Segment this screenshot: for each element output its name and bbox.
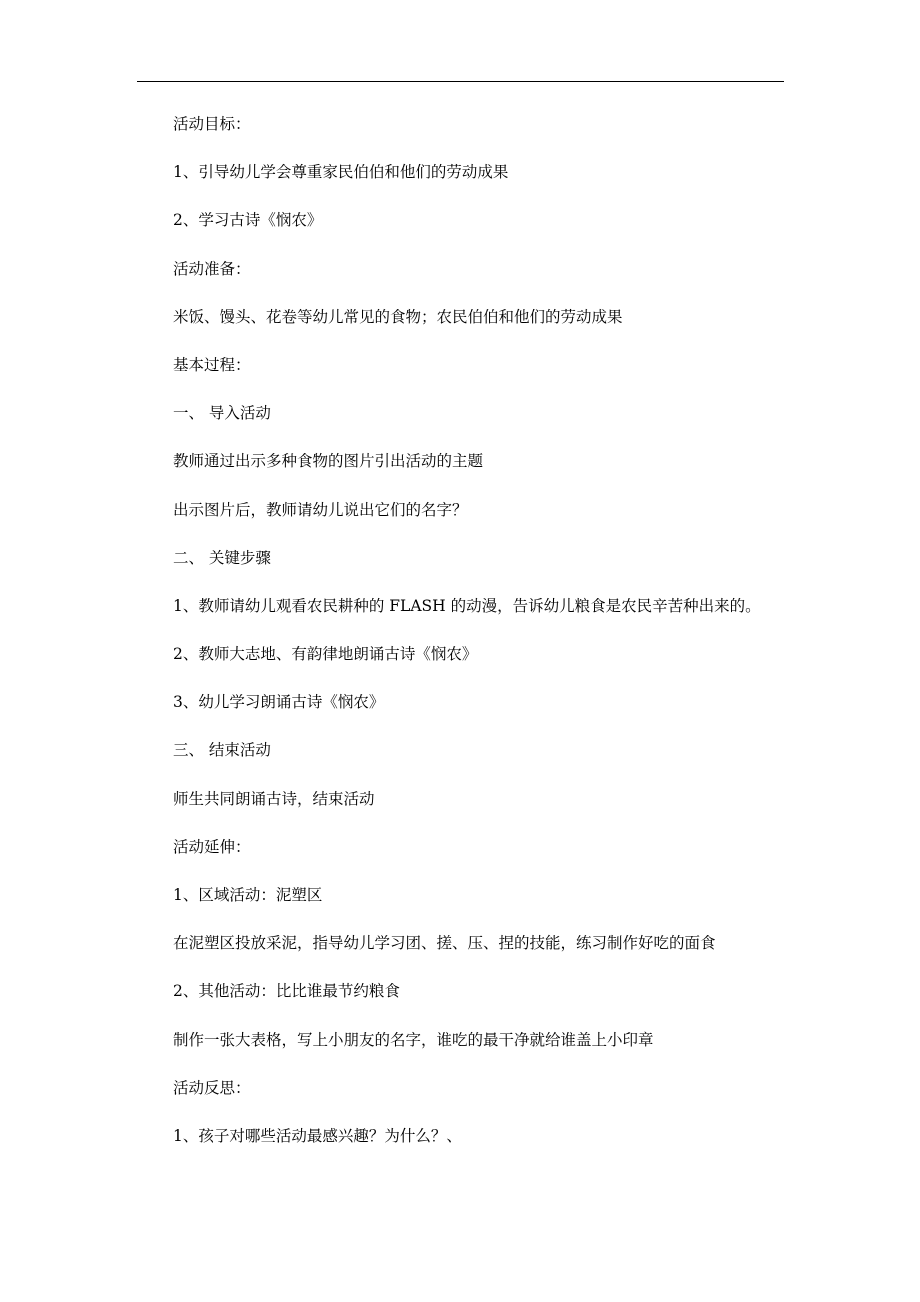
process-step-2-item-3: 3、幼儿学习朗诵古诗《悯农》	[173, 693, 385, 712]
document-body	[173, 111, 784, 1171]
section-heading-goals: 活动目标：	[173, 115, 251, 133]
process-step-2-item-1: 1、教师请幼儿观看农民耕种的 FLASH 的动漫，告诉幼儿粮食是农民辛苦种出来的。	[173, 596, 761, 615]
extension-item-1: 1、区域活动：泥塑区	[173, 886, 323, 904]
process-step-1-text-b: 出示图片后，教师请幼儿说出它们的名字？	[173, 500, 468, 519]
preparation-text: 米饭、馒头、花卷等幼儿常见的食物；农民伯伯和他们的劳动成果	[173, 307, 623, 326]
header-rule	[137, 81, 784, 82]
reflection-item-1: 1、孩子对哪些活动最感兴趣？为什么？、	[173, 1126, 462, 1145]
extension-item-1-text: 在泥塑区投放采泥，指导幼儿学习团、搓、压、捏的技能，练习制作好吃的面食	[173, 934, 716, 953]
section-heading-extension: 活动延伸：	[173, 837, 251, 856]
process-step-2-item-2: 2、教师大志地、有韵律地朗诵古诗《悯农》	[173, 645, 478, 664]
process-step-3-heading: 三、 结束活动	[173, 741, 271, 760]
section-heading-process: 基本过程：	[173, 355, 251, 374]
extension-item-2: 2、其他活动：比比谁最节约粮食	[173, 982, 400, 1001]
section-heading-reflection: 活动反思：	[173, 1078, 251, 1097]
section-heading-preparation: 活动准备：	[173, 259, 251, 278]
goal-item-1: 1、引导幼儿学会尊重家民伯伯和他们的劳动成果	[173, 163, 509, 182]
process-step-3-text: 师生共同朗诵古诗，结束活动	[173, 789, 375, 808]
process-step-1-heading: 一、 导入活动	[173, 404, 271, 423]
goal-item-2: 2、学习古诗《悯农》	[173, 211, 323, 230]
extension-item-2-text: 制作一张大表格，写上小朋友的名字，谁吃的最干净就给谁盖上小印章	[173, 1030, 654, 1049]
process-step-1-text-a: 教师通过出示多种食物的图片引出活动的主题	[173, 452, 484, 471]
process-step-2-heading: 二、 关键步骤	[173, 548, 271, 567]
